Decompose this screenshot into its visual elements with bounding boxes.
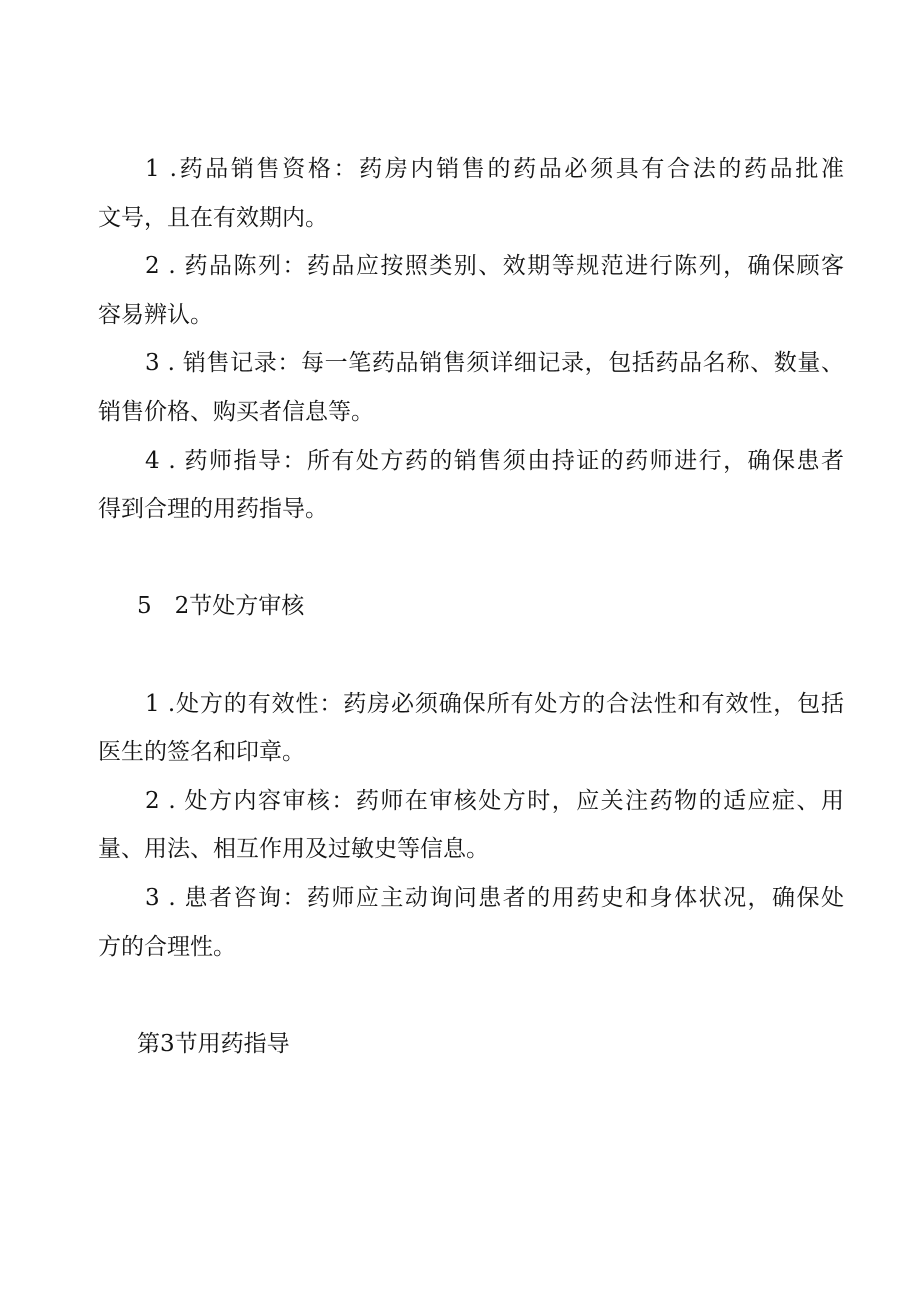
item-pharmacist-guidance-line-1: 4 . 药师指导：所有处方药的销售须由持证的药师进行，确保患者 (145, 447, 844, 474)
section-2-heading: 5 2节处方审核 (137, 593, 305, 620)
item-prescription-validity-line-1: 1 .处方的有效性：药房必须确保所有处方的合法性和有效性，包括 (145, 690, 844, 717)
item-prescription-content-review-line-2: 量、用法、相互作用及过敏史等信息。 (98, 836, 489, 863)
item-sales-record-line-2: 销售价格、购买者信息等。 (98, 398, 374, 425)
blank-line (98, 534, 844, 583)
item-pharmacist-guidance-line-2: 得到合理的用药指导。 (98, 496, 328, 523)
item-drug-display-line-1: 2 . 药品陈列：药品应按照类别、效期等规范进行陈列，确保顾客 (145, 253, 844, 280)
item-patient-consultation-line-1: 3 . 患者咨询：药师应主动询问患者的用药史和身体状况，确保处 (145, 884, 844, 911)
document-body (98, 145, 844, 1068)
item-prescription-validity-line-2: 医生的签名和印章。 (98, 739, 305, 766)
item-drug-sales-qualification-line-2: 文号，且在有效期内。 (98, 204, 328, 231)
item-drug-sales-qualification-line-1: 1 .药品销售资格：药房内销售的药品必须具有合法的药品批准 (145, 156, 844, 182)
item-sales-record-line-1: 3 . 销售记录：每一笔药品销售须详细记录，包括药品名称、数量、 (145, 350, 844, 377)
item-patient-consultation-line-2: 方的合理性。 (98, 933, 236, 960)
section-3-heading: 第3节用药指导 (137, 1030, 290, 1057)
blank-line (98, 631, 844, 680)
item-drug-display-line-2: 容易辨认。 (98, 301, 213, 328)
blank-line (98, 971, 844, 1020)
item-prescription-content-review-line-1: 2 . 处方内容审核：药师在审核处方时，应关注药物的适应症、用 (145, 787, 844, 814)
